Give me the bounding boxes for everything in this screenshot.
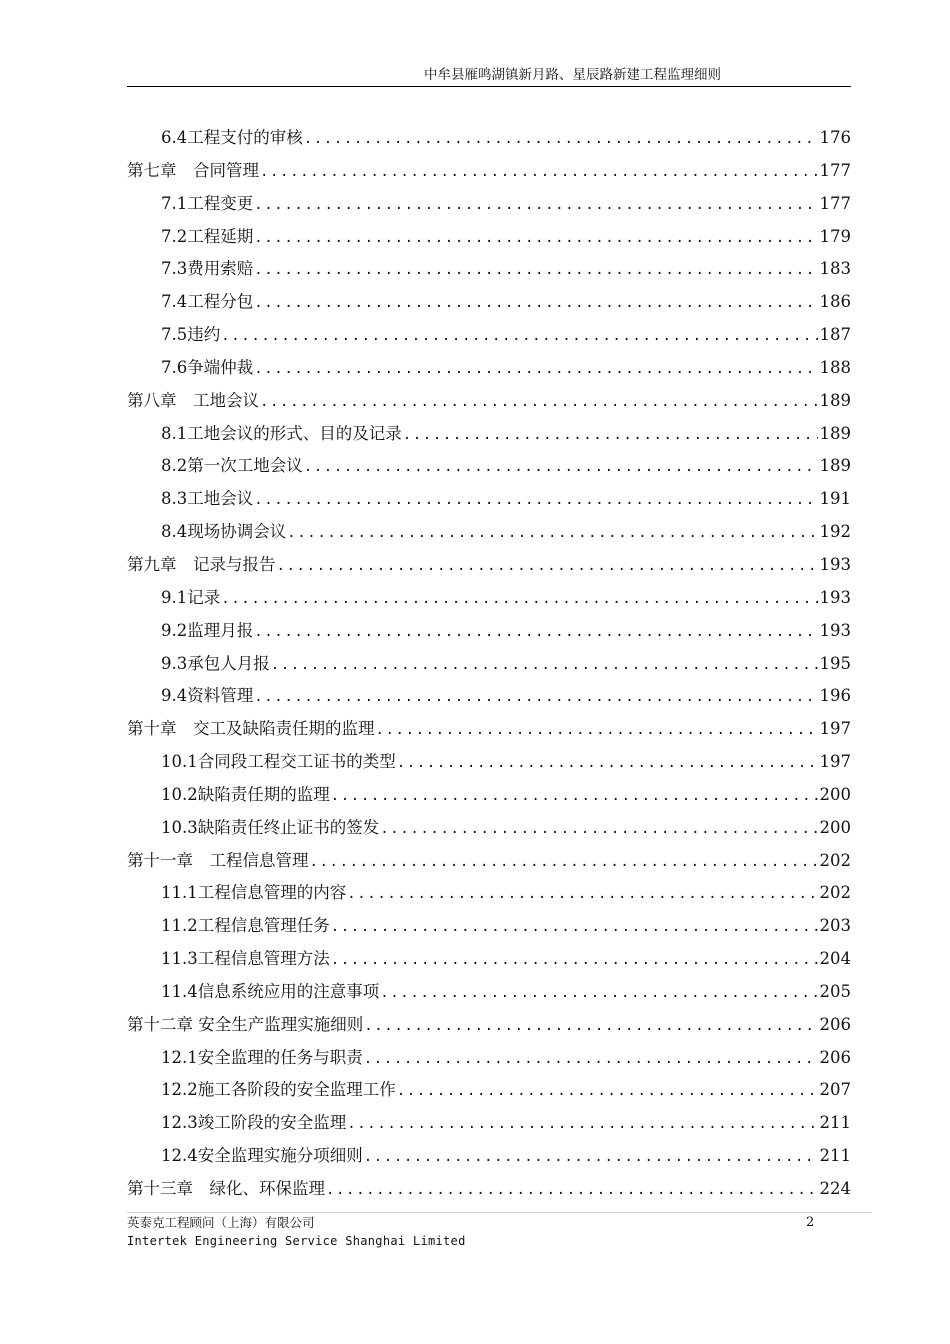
toc-dot-leader (376, 714, 818, 746)
toc-entry-page-number: 189 (819, 423, 851, 443)
footer-company-name-english: Intertek Engineering Service Shanghai Limited (127, 1234, 466, 1248)
toc-entry-page-number: 188 (819, 357, 851, 377)
toc-section-entry[interactable] (127, 680, 851, 713)
toc-dot-leader (380, 977, 817, 1009)
toc-dot-leader (397, 1075, 818, 1107)
toc-entry-page-number: 191 (819, 489, 851, 509)
toc-entry-page-number: 196 (819, 686, 851, 706)
toc-section-entry[interactable] (127, 1074, 851, 1107)
toc-section-entry[interactable] (127, 615, 851, 648)
footer-divider (127, 1212, 872, 1213)
toc-entry-page-number: 189 (819, 390, 851, 410)
toc-chapter-entry[interactable] (127, 549, 851, 582)
toc-dot-leader (364, 1010, 817, 1042)
toc-section-entry[interactable] (127, 1042, 851, 1075)
toc-section-entry[interactable] (127, 877, 851, 910)
toc-entry-title: 12.4安全监理实施分项细则 (161, 1146, 363, 1166)
toc-entry-title: 第十章 交工及缺陷责任期的监理 (127, 719, 375, 739)
toc-entry-page-number: 200 (819, 817, 851, 837)
toc-entry-page-number: 193 (819, 620, 851, 640)
toc-dot-leader (221, 320, 817, 352)
footer-page-number: 2 (806, 1215, 815, 1230)
toc-entry-title: 9.4资料管理 (161, 686, 254, 706)
toc-dot-leader (254, 353, 817, 385)
toc-entry-title: 7.5违约 (161, 325, 221, 345)
toc-entry-page-number: 203 (819, 916, 851, 936)
toc-section-entry[interactable] (127, 648, 851, 681)
toc-entry-page-number: 197 (819, 719, 851, 739)
toc-entry-page-number: 186 (819, 292, 851, 312)
table-of-contents (127, 122, 851, 1206)
header-title: 中牟县雁鸣湖镇新月路、星辰路新建工程监理细则 (424, 67, 721, 83)
toc-section-entry[interactable] (127, 943, 851, 976)
toc-dot-leader (326, 1174, 818, 1206)
toc-entry-title: 11.2工程信息管理任务 (161, 916, 330, 936)
toc-section-entry[interactable] (127, 188, 851, 221)
toc-dot-leader (380, 813, 817, 845)
toc-entry-page-number: 205 (819, 981, 851, 1001)
toc-entry-title: 11.4信息系统应用的注意事项 (161, 981, 380, 1001)
toc-entry-title: 7.3费用索赔 (161, 259, 254, 279)
toc-entry-title: 第十二章 安全生产监理实施细则 (127, 1014, 364, 1034)
toc-entry-page-number: 200 (819, 784, 851, 804)
toc-entry-title: 第七章 合同管理 (127, 160, 259, 180)
toc-entry-title: 7.1工程变更 (161, 193, 254, 213)
toc-entry-page-number: 211 (819, 1113, 851, 1133)
page-header (127, 66, 851, 87)
toc-entry-title: 8.1工地会议的形式、目的及记录 (161, 423, 402, 443)
toc-dot-leader (254, 254, 817, 286)
toc-entry-title: 12.3竣工阶段的安全监理 (161, 1113, 347, 1133)
toc-section-entry[interactable] (127, 253, 851, 286)
toc-entry-title: 11.1工程信息管理的内容 (161, 883, 347, 903)
toc-dot-leader (331, 780, 818, 812)
toc-entry-title: 11.3工程信息管理方法 (161, 949, 330, 969)
toc-entry-page-number: 183 (819, 259, 851, 279)
toc-chapter-entry[interactable] (127, 1009, 851, 1042)
toc-entry-page-number: 197 (819, 752, 851, 772)
toc-dot-leader (271, 649, 818, 681)
toc-dot-leader (254, 287, 817, 319)
toc-entry-page-number: 206 (819, 1014, 851, 1034)
toc-entry-title: 6.4工程支付的审核 (161, 128, 303, 147)
toc-entry-page-number: 206 (819, 1047, 851, 1067)
toc-entry-title: 10.2缺陷责任期的监理 (161, 784, 330, 804)
toc-section-entry[interactable] (127, 483, 851, 516)
toc-dot-leader (277, 550, 818, 582)
toc-section-entry[interactable] (127, 812, 851, 845)
toc-section-entry[interactable] (127, 516, 851, 549)
toc-entry-page-number: 192 (819, 522, 851, 542)
toc-entry-page-number: 193 (819, 587, 851, 607)
toc-dot-leader (287, 517, 817, 549)
toc-entry-page-number: 187 (819, 325, 851, 345)
toc-entry-title: 第十三章 绿化、环保监理 (127, 1179, 325, 1198)
toc-section-entry[interactable] (127, 910, 851, 943)
toc-entry-page-number: 204 (819, 949, 851, 969)
toc-entry-page-number: 202 (819, 883, 851, 903)
toc-dot-leader (347, 1108, 817, 1140)
toc-chapter-entry[interactable] (127, 1173, 851, 1206)
toc-entry-title: 7.6争端仲裁 (161, 357, 254, 377)
toc-dot-leader (260, 386, 818, 418)
toc-entry-title: 第八章 工地会议 (127, 390, 259, 410)
toc-section-entry[interactable] (127, 418, 851, 451)
toc-entry-title: 10.3缺陷责任终止证书的签发 (161, 817, 380, 837)
toc-entry-page-number: 177 (819, 193, 851, 213)
toc-section-entry[interactable] (127, 746, 851, 779)
toc-dot-leader (310, 846, 818, 878)
toc-entry-title: 8.4现场协调会议 (161, 522, 287, 542)
toc-entry-page-number: 189 (819, 456, 851, 476)
toc-chapter-entry[interactable] (127, 155, 851, 188)
toc-dot-leader (254, 484, 817, 516)
toc-section-entry[interactable] (127, 1107, 851, 1140)
toc-dot-leader (397, 747, 818, 779)
footer-company-name: 英泰克工程顾问（上海）有限公司 (127, 1215, 315, 1230)
toc-chapter-entry[interactable] (127, 713, 851, 746)
toc-entry-page-number: 193 (819, 554, 851, 574)
toc-entry-title: 9.1记录 (161, 587, 221, 607)
toc-dot-leader (304, 123, 818, 155)
toc-entry-title: 7.4工程分包 (161, 292, 254, 312)
toc-section-entry[interactable] (127, 582, 851, 615)
toc-dot-leader (221, 583, 817, 615)
toc-dot-leader (254, 222, 817, 254)
toc-entry-title: 10.1合同段工程交工证书的类型 (161, 752, 396, 772)
toc-entry-title: 9.3承包人月报 (161, 653, 270, 673)
toc-section-entry[interactable] (127, 976, 851, 1009)
toc-dot-leader (347, 878, 817, 910)
toc-section-entry[interactable] (127, 1140, 851, 1173)
toc-dot-leader (364, 1141, 818, 1173)
toc-entry-page-number: 207 (819, 1080, 851, 1100)
toc-chapter-entry[interactable] (127, 845, 851, 878)
toc-dot-leader (364, 1043, 818, 1075)
toc-dot-leader (254, 681, 817, 713)
toc-entry-page-number: 211 (819, 1146, 851, 1166)
toc-section-entry[interactable] (127, 779, 851, 812)
toc-dot-leader (331, 911, 818, 943)
toc-entry-page-number: 179 (819, 226, 851, 246)
toc-entry-page-number: 224 (819, 1179, 851, 1198)
toc-dot-leader (403, 419, 818, 451)
toc-entry-title: 第十一章 工程信息管理 (127, 850, 309, 870)
toc-entry-page-number: 176 (819, 128, 851, 147)
toc-entry-title: 9.2监理月报 (161, 620, 254, 640)
toc-entry-title: 7.2工程延期 (161, 226, 254, 246)
toc-entry-title: 12.1安全监理的任务与职责 (161, 1047, 363, 1067)
toc-section-entry[interactable] (127, 122, 851, 155)
toc-entry-page-number: 195 (819, 653, 851, 673)
toc-section-entry[interactable] (127, 221, 851, 254)
toc-section-entry[interactable] (127, 450, 851, 483)
toc-entry-title: 12.2施工各阶段的安全监理工作 (161, 1080, 396, 1100)
toc-dot-leader (304, 451, 818, 483)
toc-dot-leader (254, 616, 817, 648)
toc-section-entry[interactable] (127, 352, 851, 385)
toc-dot-leader (260, 156, 818, 188)
toc-dot-leader (331, 944, 818, 976)
toc-chapter-entry[interactable] (127, 385, 851, 418)
toc-entry-title: 第九章 记录与报告 (127, 554, 276, 574)
toc-section-entry[interactable] (127, 286, 851, 319)
toc-entry-title: 8.3工地会议 (161, 489, 254, 509)
toc-entry-title: 8.2第一次工地会议 (161, 456, 303, 476)
toc-entry-page-number: 202 (819, 850, 851, 870)
toc-dot-leader (254, 189, 817, 221)
toc-section-entry[interactable] (127, 319, 851, 352)
toc-entry-page-number: 177 (819, 160, 851, 180)
